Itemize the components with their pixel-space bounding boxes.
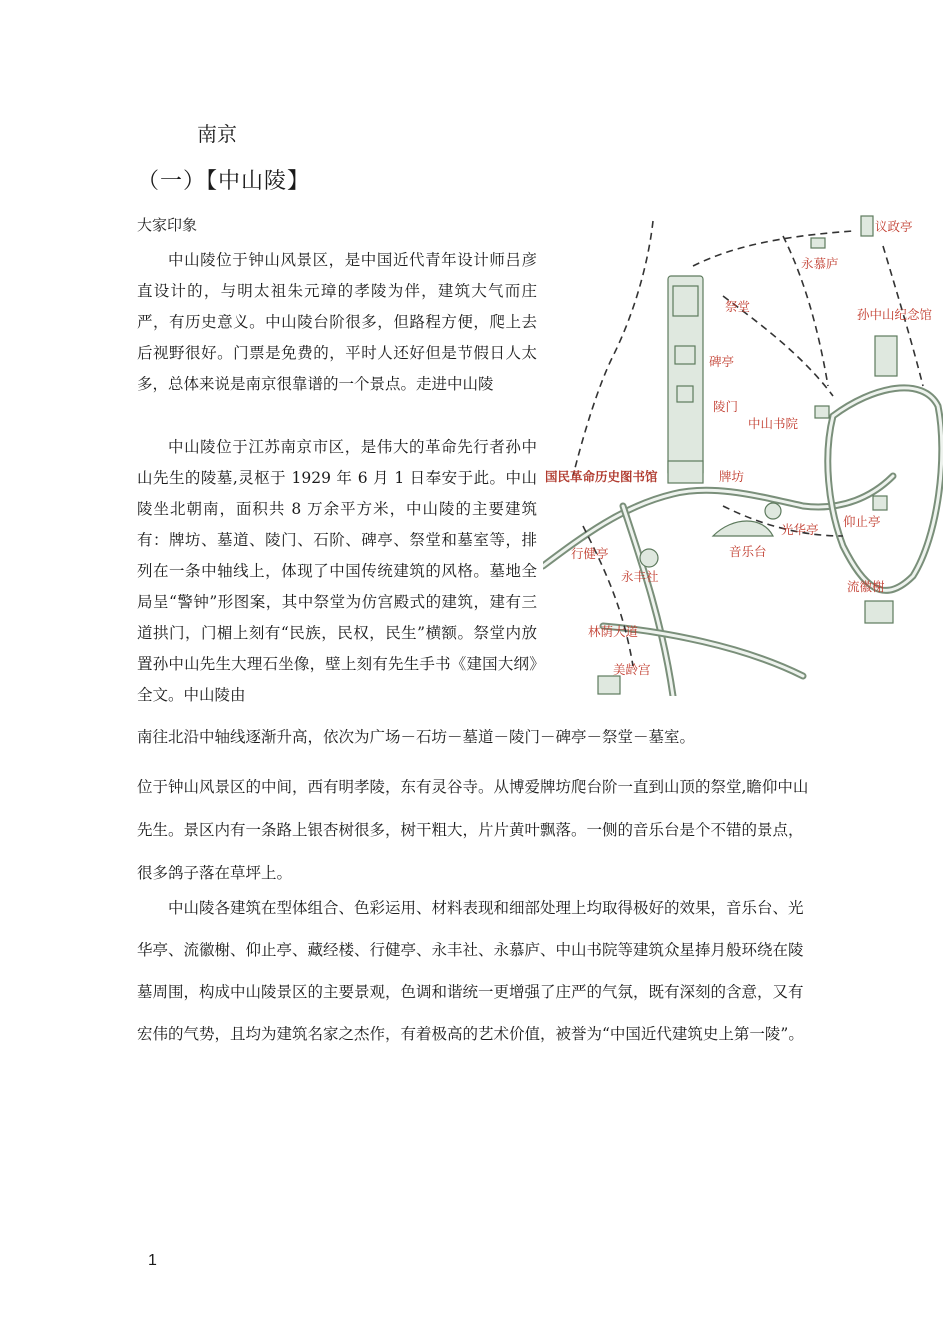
map-stele-pavilion-icon	[675, 346, 695, 364]
map-label-guanghua: 光华亭	[781, 522, 819, 537]
map-label-avenue: 林荫大道	[588, 624, 639, 639]
map-label-paifang: 牌坊	[719, 469, 745, 484]
map-academy-icon	[815, 406, 829, 418]
map-label-museum: 孙中山纪念馆	[857, 307, 933, 322]
map-music-stage-icon	[713, 521, 773, 536]
map-liuhui-icon	[865, 601, 893, 623]
map-memorial-hall-icon	[673, 286, 698, 316]
paragraph-introduction-tail: 南往北沿中轴线逐渐升高，依次为广场－石坊－墓道－陵门－碑亭－祭堂－墓室。	[137, 728, 696, 746]
map-archway-icon	[668, 461, 703, 483]
map-label-beiting: 碑亭	[709, 354, 735, 369]
map-label-xingjian: 行健亭	[571, 546, 609, 561]
map-label-music: 音乐台	[729, 544, 767, 559]
map-meiling-icon	[598, 676, 620, 694]
map-label-library: 国民革命历史图书馆	[545, 469, 658, 484]
map-parking-icon	[640, 549, 658, 567]
scenic-area-map	[543, 206, 943, 696]
map-trail-west	[573, 221, 653, 476]
map-label-liuhui: 流徽榭	[847, 579, 885, 594]
page-number: 1	[148, 1252, 157, 1269]
map-pavilion-icon	[861, 216, 873, 236]
map-illustration	[543, 206, 943, 696]
map-gate-icon	[677, 386, 693, 402]
map-loop-road	[828, 388, 942, 591]
map-label-yongfeng: 永丰社	[621, 569, 659, 584]
paragraph-introduction: 中山陵位于江苏南京市区，是伟大的革命先行者孙中山先生的陵墓,灵枢于 1929 年 6 月 1 日奉安于此。中山陵坐北朝南，面积共 8 万余平方米，中山陵的主要建筑有：牌坊、墓道、陵门、石阶、碑亭、祭堂和墓室等，排列在一条中轴线上，体现了中国传统建筑的风格。墓地全局呈“警钟”形图案，其中祭堂为仿宫殿式的建筑，建有三道拱门，门楣上刻有“民族，民权，民生”横额。祭堂内放置孙中山先生大理石坐像，壁上刻有先生手书《建国大纲》全文。中山陵由	[137, 438, 537, 704]
map-label-yongmulu: 永慕庐	[801, 256, 839, 271]
page-heading: 南京	[197, 122, 237, 146]
paragraph-impression: 中山陵位于钟山风景区，是中国近代青年设计师吕彦直设计的，与明太祖朱元璋的孝陵为伴，建筑大气而庄严，有历史意义。中山陵台阶很多，但路程方便，爬上去后视野很好。门票是免费的，平时人还好但是节假日人太多，总体来说是南京很靠谱的一个景点。走进中山陵	[137, 251, 537, 393]
paragraph-architecture: 中山陵各建筑在型体组合、色彩运用、材料表现和细部处理上均取得极好的效果，音乐台、光华亭、流徽榭、仰止亭、藏经楼、行健亭、永丰社、永慕庐、中山书院等建筑众星捧月般环绕在陵墓周围，构成中山陵景区的主要景观，色调和谐统一更增强了庄严的气氛，既有深刻的含意，又有宏伟的气势，且均为建筑名家之杰作，有着极高的艺术价值，被誉为“中国近代建筑史上第一陵”。	[137, 899, 804, 1043]
intro-label: 大家印象	[137, 216, 198, 234]
paragraph-location: 位于钟山风景区的中间，西有明孝陵，东有灵谷寺。从博爱牌坊爬台阶一直到山顶的祭堂,瞻仰中山先生。景区内有一条路上银杏树很多，树干粗大，片片黄叶飘落。一侧的音乐台是个不错的景点，很多鸽子落在草坪上。	[137, 778, 809, 882]
map-label-jitang: 祭堂	[725, 299, 751, 314]
map-label-lingmen: 陵门	[713, 399, 739, 414]
map-label-academy: 中山书院	[748, 416, 799, 431]
map-label-yangzhi: 仰止亭	[843, 514, 881, 529]
map-guanghua-icon	[765, 503, 781, 519]
map-museum-icon	[875, 336, 897, 376]
map-yangzhi-icon	[873, 496, 887, 510]
map-label-yizhengting: 议政亭	[875, 219, 913, 234]
map-label-meiling: 美龄宫	[613, 662, 651, 677]
section-title: （一）【中山陵】	[137, 169, 311, 194]
map-yongmulu-icon	[811, 238, 825, 248]
